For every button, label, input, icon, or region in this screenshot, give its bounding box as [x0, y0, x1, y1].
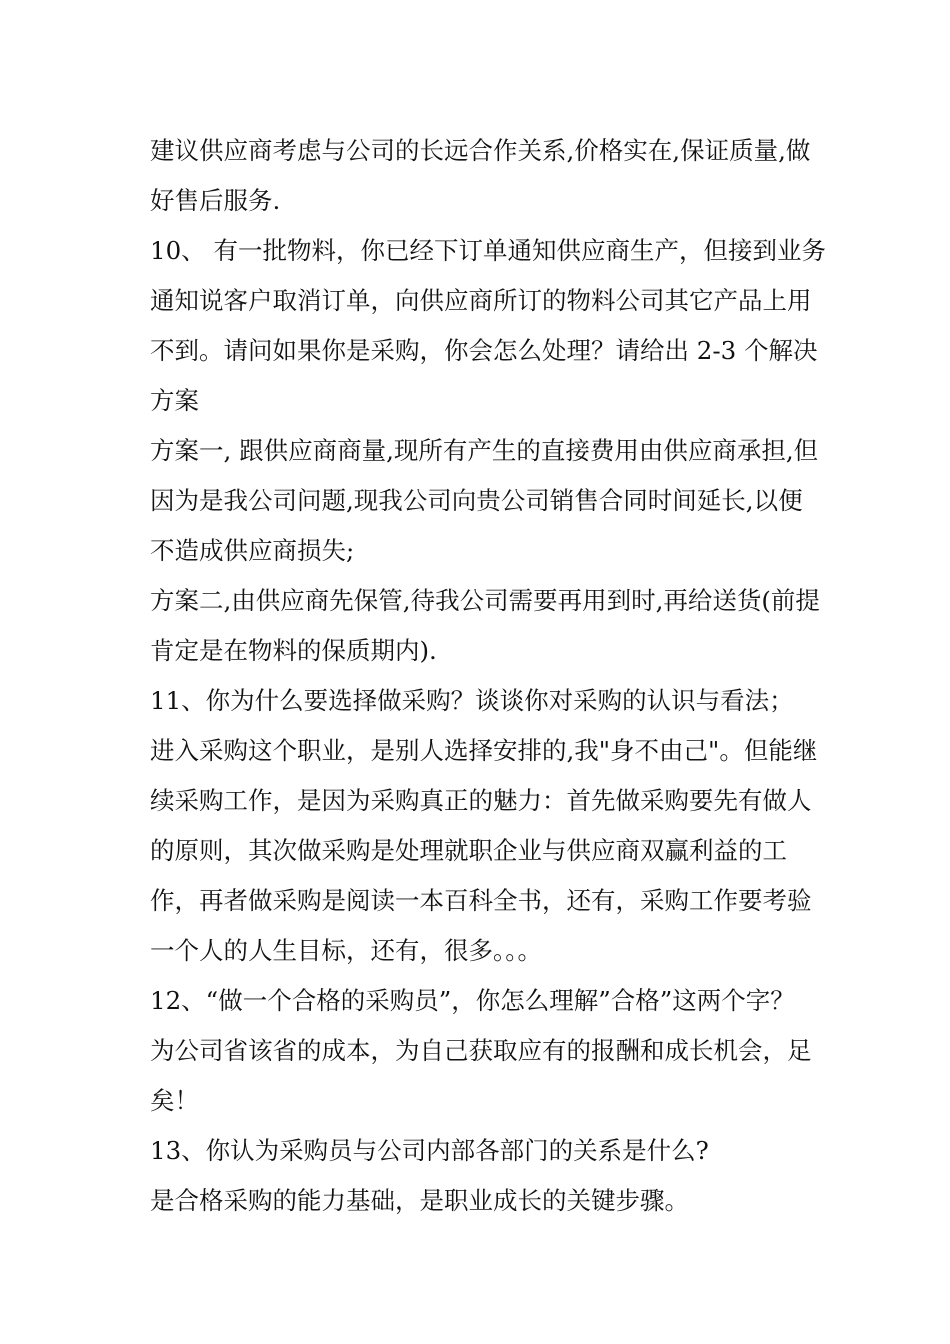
- text-line: 一个人的人生目标，还有，很多。。。: [150, 936, 542, 965]
- text-line: 因为是我公司问题,现我公司向贵公司销售合同时间延长,以便: [150, 486, 803, 515]
- answer-11-line: 进入采购这个职业，是别人选择安排的,我"身不由己"。但能继: [150, 736, 818, 765]
- answer-12-line: 为公司省该省的成本，为自己获取应有的报酬和成长机会，足: [150, 1036, 812, 1065]
- answer-13-line: 是合格采购的能力基础，是职业成长的关键步骤。: [150, 1186, 689, 1215]
- question-11-line: 11、你为什么要选择做采购？谈谈你对采购的认识与看法；: [150, 686, 794, 715]
- text-line: 肯定是在物料的保质期内).: [150, 636, 437, 665]
- text-line: 的原则，其次做采购是处理就职企业与供应商双赢利益的工: [150, 836, 787, 865]
- question-12-line: 12、“做一个合格的采购员”，你怎么理解”合格”这两个字？: [150, 986, 795, 1015]
- document-body: [150, 126, 826, 1226]
- text-line: 不造成供应商损失;: [150, 536, 355, 565]
- solution-1-line: 方案一, 跟供应商商量,现所有产生的直接费用由供应商承担,但: [150, 436, 819, 465]
- solution-2-line: 方案二,由供应商先保管,待我公司需要再用到时,再给送货(前提: [150, 586, 820, 615]
- question-13-line: 13、你认为采购员与公司内部各部门的关系是什么?: [150, 1136, 709, 1165]
- text-line: 续采购工作，是因为采购真正的魅力：首先做采购要先有做人: [150, 786, 812, 815]
- text-line: 通知说客户取消订单，向供应商所订的物料公司其它产品上用: [150, 286, 812, 315]
- text-line: 作，再者做采购是阅读一本百科全书，还有，采购工作要考验: [150, 886, 812, 915]
- text-line: 不到。请问如果你是采购，你会怎么处理？请给出 2-3 个解决: [150, 336, 818, 365]
- question-10-line: 10、 有一批物料，你已经下订单通知供应商生产，但接到业务: [150, 236, 826, 265]
- text-line: 方案: [150, 386, 199, 415]
- text-line: 建议供应商考虑与公司的长远合作关系,价格实在,保证质量,做: [150, 136, 811, 165]
- text-line: 矣！: [150, 1086, 199, 1115]
- text-line: 好售后服务.: [150, 186, 281, 215]
